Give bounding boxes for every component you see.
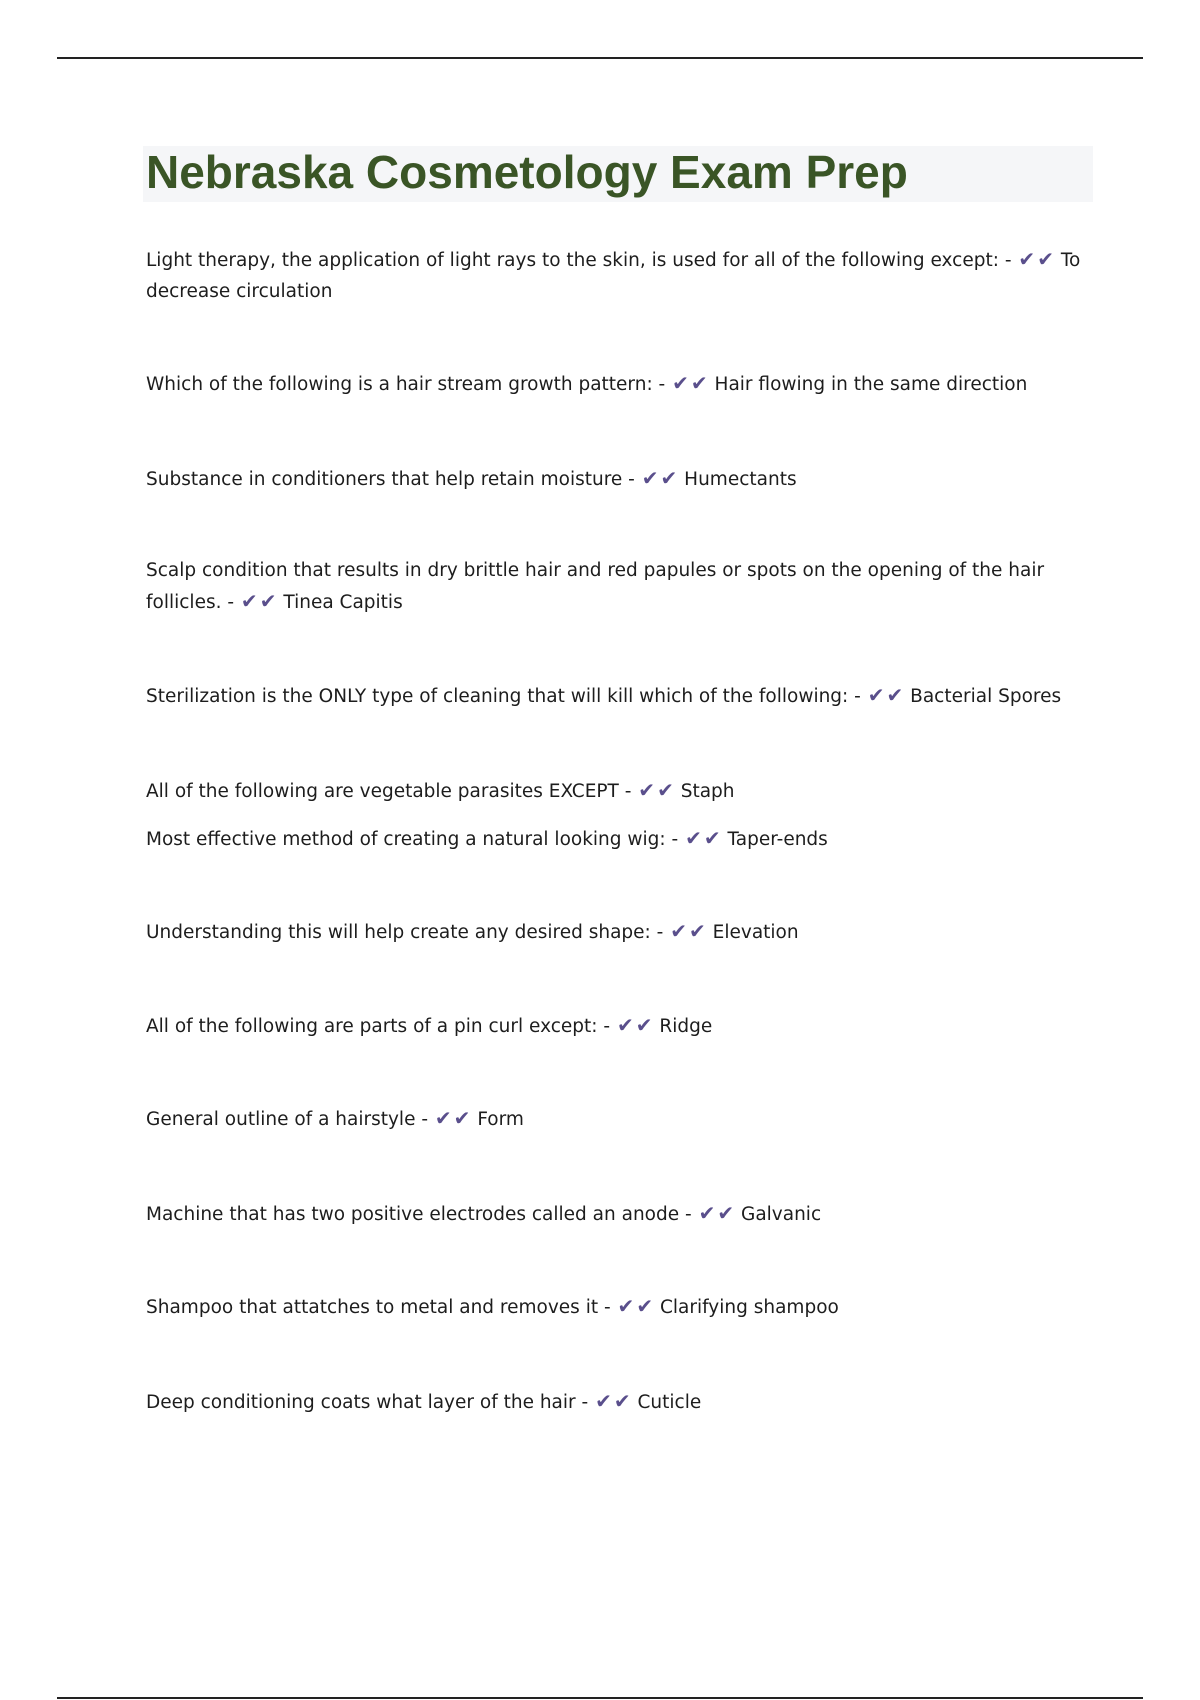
- check-icon: ✔: [660, 466, 678, 490]
- check-icon: ✔: [616, 1013, 634, 1037]
- qa-item-2: [146, 368, 1086, 400]
- answer-text: Humectants: [684, 469, 797, 490]
- check-icon: ✔: [641, 466, 659, 490]
- check-icon: ✔: [703, 826, 721, 850]
- qa-item-7: [146, 823, 1086, 855]
- check-icon: ✔: [595, 1389, 612, 1413]
- question-text: Machine that has two positive electrodes called an anode -: [146, 1204, 692, 1225]
- header-divider: [57, 57, 1143, 59]
- answer-text: Form: [477, 1109, 524, 1130]
- document-title: Nebraska Cosmetology Exam Prep: [146, 146, 908, 198]
- check-icon: ✔: [453, 1106, 471, 1130]
- answer-text: Tinea Capitis: [283, 592, 403, 613]
- answer-text: Ridge: [659, 1016, 713, 1037]
- question-text: General outline of a hairstyle -: [146, 1109, 429, 1130]
- answer-text: Cuticle: [637, 1392, 702, 1413]
- footer-divider: [57, 1697, 1143, 1699]
- check-icon: ✔: [670, 919, 687, 943]
- question-text: Deep conditioning coats what layer of the hair -: [146, 1392, 589, 1413]
- answer-text: Clarifying shampoo: [659, 1297, 839, 1318]
- check-icon: ✔: [689, 919, 706, 943]
- qa-item-10: [146, 1103, 1086, 1135]
- answer-text: Hair flowing in the same direction: [714, 374, 1028, 395]
- check-icon: ✔: [635, 1013, 653, 1037]
- check-icon: ✔: [717, 1201, 735, 1225]
- question-text: Which of the following is a hair stream growth pattern: -: [146, 374, 666, 395]
- qa-item-8: [146, 916, 1086, 948]
- question-text: Scalp condition that results in dry brittle hair and red papules or spots on the opening of the hair follicles. -: [146, 560, 1045, 613]
- question-text: Sterilization is the ONLY type of cleaning that will kill which of the following: -: [146, 686, 861, 707]
- qa-item-6: [146, 775, 1086, 807]
- check-icon: ✔: [867, 683, 885, 707]
- qa-item-3: [146, 463, 1086, 495]
- check-icon: ✔: [690, 371, 708, 395]
- qa-item-4: [146, 555, 1086, 618]
- check-icon: ✔: [434, 1106, 452, 1130]
- check-icon: ✔: [638, 778, 656, 802]
- qa-item-11: [146, 1198, 1086, 1230]
- check-icon: ✔: [636, 1294, 654, 1318]
- check-icon: ✔: [240, 589, 258, 613]
- question-text: All of the following are parts of a pin curl except: -: [146, 1016, 611, 1037]
- check-icon: ✔: [886, 683, 904, 707]
- answer-text: Galvanic: [740, 1204, 822, 1225]
- question-text: Understanding this will help create any desired shape: -: [146, 922, 664, 943]
- question-text: Shampoo that attatches to metal and removes it -: [146, 1297, 611, 1318]
- question-text: Substance in conditioners that help retain moisture -: [146, 469, 635, 490]
- check-icon: ✔: [1018, 247, 1036, 271]
- answer-text: Elevation: [712, 922, 799, 943]
- check-icon: ✔: [617, 1294, 635, 1318]
- answer-text: Staph: [680, 781, 735, 802]
- check-icon: ✔: [259, 589, 277, 613]
- qa-item-13: [146, 1386, 1086, 1418]
- question-text: Most effective method of creating a natural looking wig: -: [146, 829, 679, 850]
- answer-text: Taper-ends: [727, 829, 828, 850]
- qa-item-1: [146, 244, 1086, 307]
- qa-item-12: [146, 1291, 1086, 1323]
- question-text: All of the following are vegetable parasites EXCEPT -: [146, 781, 632, 802]
- check-icon: ✔: [1037, 247, 1054, 271]
- check-icon: ✔: [657, 778, 674, 802]
- check-icon: ✔: [685, 826, 702, 850]
- answer-text: Bacterial Spores: [910, 686, 1062, 707]
- question-text: Light therapy, the application of light rays to the skin, is used for all of the following except: -: [146, 250, 1012, 271]
- answer-text: To decrease circulation: [146, 250, 1081, 302]
- check-icon: ✔: [613, 1389, 631, 1413]
- check-icon: ✔: [672, 371, 689, 395]
- check-icon: ✔: [698, 1201, 716, 1225]
- qa-item-9: [146, 1010, 1086, 1042]
- qa-item-5: [146, 680, 1086, 712]
